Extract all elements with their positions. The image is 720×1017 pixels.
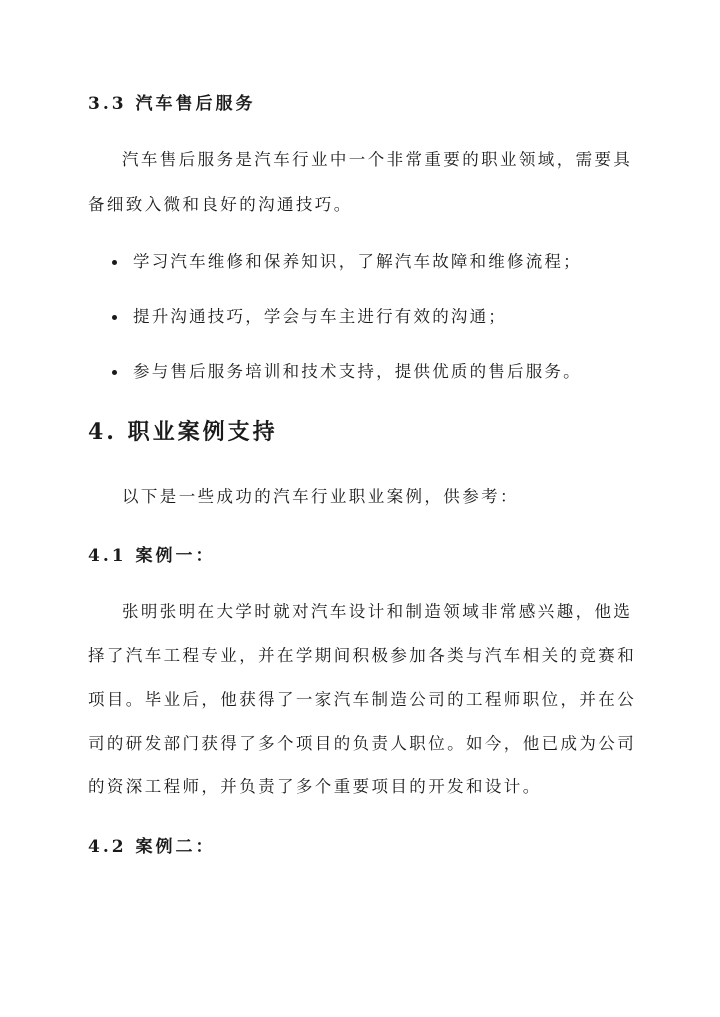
section-3-3-paragraph-line-2: 备细致入微和良好的沟通技巧。 [88,195,353,214]
section-4-2-heading: 4.2 案例二： [88,837,216,857]
section-3-3-heading: 3.3 汽车售后服务 [88,94,256,114]
section-4-1-heading: 4.1 案例一： [88,546,216,566]
section-4-intro: 以下是一些成功的汽车行业职业案例，供参考： [122,487,519,506]
bullet-text: 学习汽车维修和保养知识，了解汽车故障和维修流程； [133,252,582,271]
case-1-line-1: 张明张明在大学时就对汽车设计和制造领域非常感兴趣，他选 [122,602,633,621]
section-4-heading: 4. 职业案例支持 [88,419,278,445]
bullet-icon [112,260,117,265]
bullet-text: 提升沟通技巧，学会与车主进行有效的沟通； [133,307,507,326]
case-1-line-5: 的资深工程师，并负责了多个重要项目的开发和设计。 [88,777,542,796]
case-1-line-2: 择了汽车工程专业，并在学期间积极参加各类与汽车相关的竞赛和 [88,646,637,665]
bullet-text: 参与售后服务培训和技术支持，提供优质的售后服务。 [133,362,582,381]
bullet-icon [112,315,117,320]
list-item [88,303,507,327]
list-item [88,248,582,272]
list-item [88,358,582,382]
case-1-line-4: 司的研发部门获得了多个项目的负责人职位。如今，他已成为公司 [88,734,637,753]
bullet-icon [112,370,117,375]
section-3-3-paragraph-line-1: 汽车售后服务是汽车行业中一个非常重要的职业领域，需要具 [122,150,633,169]
case-1-line-3: 项目。毕业后，他获得了一家汽车制造公司的工程师职位，并在公 [88,690,637,709]
